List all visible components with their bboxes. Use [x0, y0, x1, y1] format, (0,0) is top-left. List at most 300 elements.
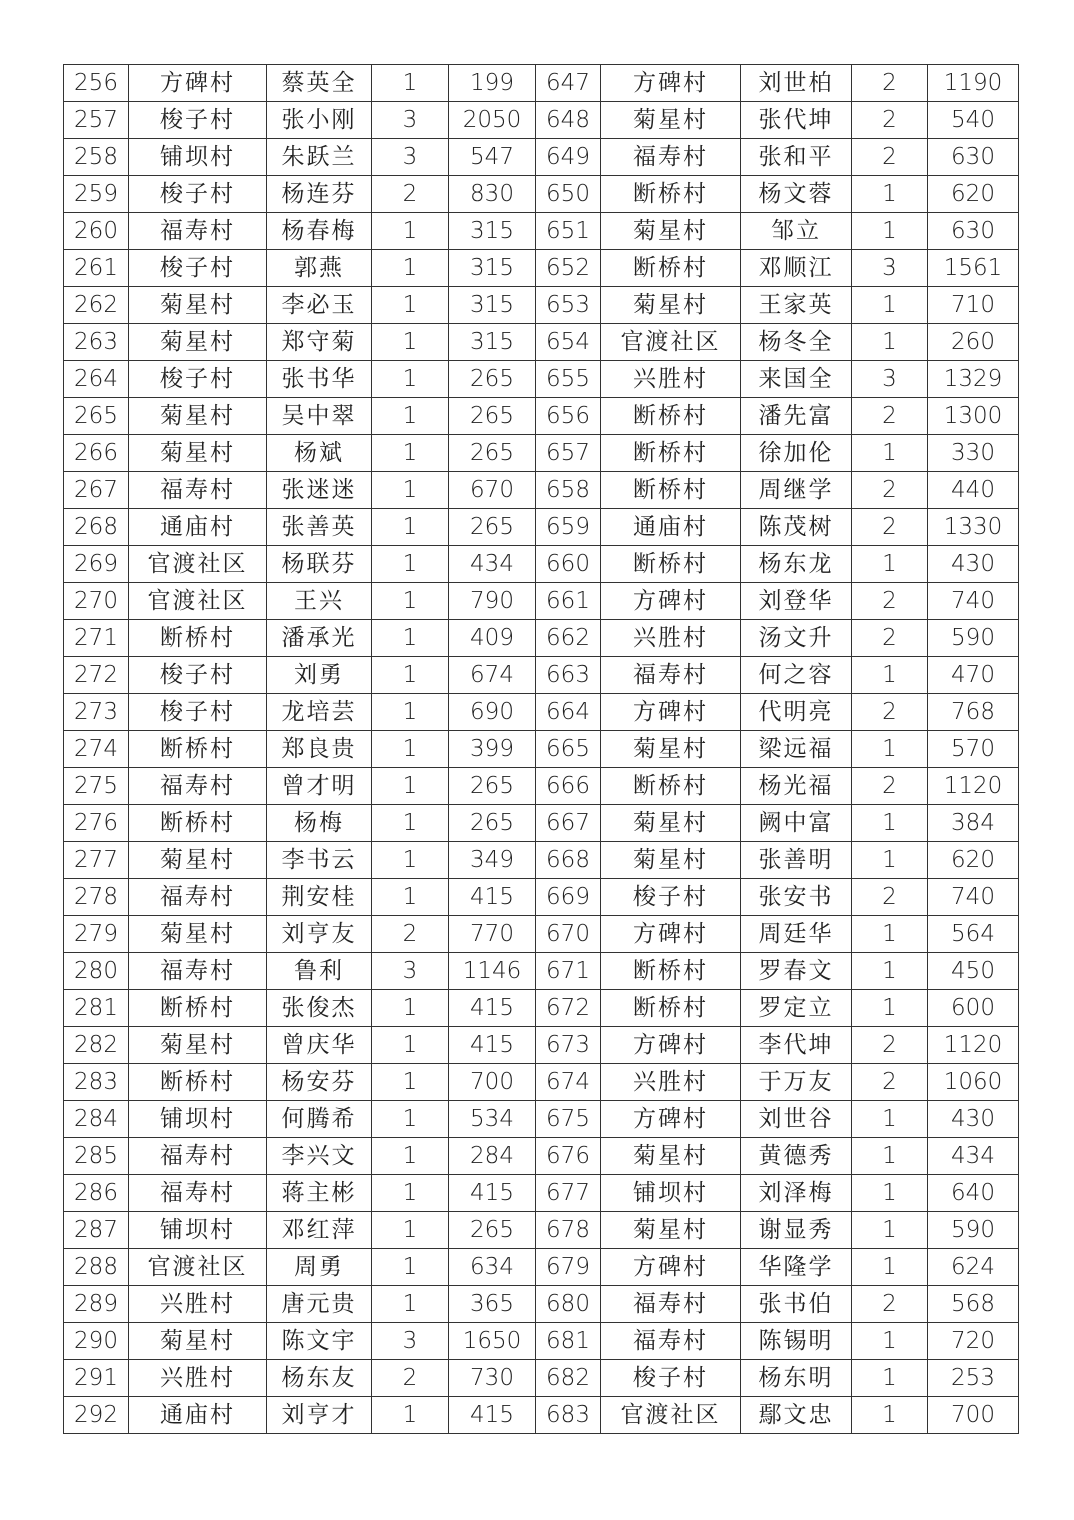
- right-serial-cell: 652: [536, 250, 601, 287]
- left-serial-cell: 283: [64, 1064, 129, 1101]
- right-name-cell: 罗春文: [741, 953, 852, 990]
- right-serial-cell: 651: [536, 213, 601, 250]
- left-amount-cell: 315: [449, 250, 536, 287]
- table-row: [64, 250, 1019, 287]
- right-amount-cell: 1060: [928, 1064, 1019, 1101]
- left-amount-cell: 265: [449, 509, 536, 546]
- table-row: [64, 805, 1019, 842]
- table-row: [64, 1027, 1019, 1064]
- table-row: [64, 842, 1019, 879]
- left-name-cell: 张善英: [267, 509, 372, 546]
- right-name-cell: 梁远福: [741, 731, 852, 768]
- right-name-cell: 周继学: [741, 472, 852, 509]
- left-count-cell: 1: [372, 1397, 449, 1434]
- right-count-cell: 2: [852, 509, 928, 546]
- right-count-cell: 2: [852, 139, 928, 176]
- right-serial-cell: 676: [536, 1138, 601, 1175]
- right-village-cell: 菊星村: [601, 842, 741, 879]
- right-amount-cell: 710: [928, 287, 1019, 324]
- left-serial-cell: 274: [64, 731, 129, 768]
- left-name-cell: 陈文宇: [267, 1323, 372, 1360]
- left-name-cell: 吴中翠: [267, 398, 372, 435]
- right-name-cell: 徐加伦: [741, 435, 852, 472]
- left-village-cell: 菊星村: [129, 324, 267, 361]
- table-row: [64, 694, 1019, 731]
- right-name-cell: 黄德秀: [741, 1138, 852, 1175]
- left-count-cell: 1: [372, 1212, 449, 1249]
- right-count-cell: 1: [852, 657, 928, 694]
- right-name-cell: 鄢文忠: [741, 1397, 852, 1434]
- left-count-cell: 1: [372, 1138, 449, 1175]
- left-name-cell: 杨梅: [267, 805, 372, 842]
- right-name-cell: 代明亮: [741, 694, 852, 731]
- left-amount-cell: 790: [449, 583, 536, 620]
- right-village-cell: 菊星村: [601, 287, 741, 324]
- left-name-cell: 蒋主彬: [267, 1175, 372, 1212]
- table-row: [64, 1138, 1019, 1175]
- left-village-cell: 铺坝村: [129, 1212, 267, 1249]
- left-name-cell: 鲁利: [267, 953, 372, 990]
- table-row: [64, 435, 1019, 472]
- right-village-cell: 梭子村: [601, 1360, 741, 1397]
- left-amount-cell: 415: [449, 879, 536, 916]
- left-village-cell: 菊星村: [129, 916, 267, 953]
- left-village-cell: 梭子村: [129, 361, 267, 398]
- right-name-cell: 陈锡明: [741, 1323, 852, 1360]
- left-count-cell: 1: [372, 1064, 449, 1101]
- right-amount-cell: 1330: [928, 509, 1019, 546]
- right-name-cell: 刘登华: [741, 583, 852, 620]
- right-village-cell: 断桥村: [601, 953, 741, 990]
- left-count-cell: 1: [372, 694, 449, 731]
- right-amount-cell: 590: [928, 1212, 1019, 1249]
- right-village-cell: 断桥村: [601, 768, 741, 805]
- right-serial-cell: 653: [536, 287, 601, 324]
- left-serial-cell: 287: [64, 1212, 129, 1249]
- table-row: [64, 1064, 1019, 1101]
- left-count-cell: 1: [372, 1101, 449, 1138]
- left-amount-cell: 730: [449, 1360, 536, 1397]
- left-name-cell: 潘承光: [267, 620, 372, 657]
- right-serial-cell: 662: [536, 620, 601, 657]
- right-amount-cell: 624: [928, 1249, 1019, 1286]
- left-amount-cell: 365: [449, 1286, 536, 1323]
- table-row: [64, 139, 1019, 176]
- right-name-cell: 阙中富: [741, 805, 852, 842]
- right-serial-cell: 650: [536, 176, 601, 213]
- left-amount-cell: 265: [449, 398, 536, 435]
- left-name-cell: 张书华: [267, 361, 372, 398]
- right-count-cell: 2: [852, 1064, 928, 1101]
- table-row: [64, 620, 1019, 657]
- left-serial-cell: 259: [64, 176, 129, 213]
- left-amount-cell: 265: [449, 805, 536, 842]
- left-village-cell: 福寿村: [129, 879, 267, 916]
- left-name-cell: 邓红萍: [267, 1212, 372, 1249]
- right-amount-cell: 1120: [928, 768, 1019, 805]
- record-table: [63, 64, 1019, 1434]
- right-name-cell: 周廷华: [741, 916, 852, 953]
- left-name-cell: 朱跃兰: [267, 139, 372, 176]
- left-serial-cell: 270: [64, 583, 129, 620]
- left-count-cell: 1: [372, 546, 449, 583]
- table-row: [64, 546, 1019, 583]
- left-serial-cell: 278: [64, 879, 129, 916]
- right-name-cell: 杨文蓉: [741, 176, 852, 213]
- right-name-cell: 华隆学: [741, 1249, 852, 1286]
- left-village-cell: 福寿村: [129, 1138, 267, 1175]
- left-count-cell: 1: [372, 657, 449, 694]
- right-amount-cell: 700: [928, 1397, 1019, 1434]
- right-village-cell: 福寿村: [601, 1286, 741, 1323]
- right-serial-cell: 666: [536, 768, 601, 805]
- right-amount-cell: 1120: [928, 1027, 1019, 1064]
- right-name-cell: 来国全: [741, 361, 852, 398]
- left-count-cell: 1: [372, 731, 449, 768]
- left-serial-cell: 288: [64, 1249, 129, 1286]
- left-amount-cell: 399: [449, 731, 536, 768]
- left-village-cell: 通庙村: [129, 509, 267, 546]
- left-name-cell: 李必玉: [267, 287, 372, 324]
- left-serial-cell: 275: [64, 768, 129, 805]
- right-count-cell: 2: [852, 102, 928, 139]
- right-name-cell: 张善明: [741, 842, 852, 879]
- right-village-cell: 断桥村: [601, 472, 741, 509]
- left-serial-cell: 290: [64, 1323, 129, 1360]
- right-amount-cell: 450: [928, 953, 1019, 990]
- left-count-cell: 3: [372, 139, 449, 176]
- right-amount-cell: 640: [928, 1175, 1019, 1212]
- right-serial-cell: 657: [536, 435, 601, 472]
- right-count-cell: 1: [852, 1101, 928, 1138]
- right-village-cell: 方碑村: [601, 65, 741, 102]
- right-amount-cell: 434: [928, 1138, 1019, 1175]
- right-name-cell: 杨冬全: [741, 324, 852, 361]
- right-name-cell: 刘世柏: [741, 65, 852, 102]
- right-serial-cell: 648: [536, 102, 601, 139]
- right-village-cell: 断桥村: [601, 435, 741, 472]
- left-amount-cell: 434: [449, 546, 536, 583]
- left-amount-cell: 415: [449, 990, 536, 1027]
- left-name-cell: 刘亨才: [267, 1397, 372, 1434]
- right-serial-cell: 682: [536, 1360, 601, 1397]
- left-count-cell: 1: [372, 842, 449, 879]
- right-serial-cell: 678: [536, 1212, 601, 1249]
- left-serial-cell: 260: [64, 213, 129, 250]
- left-amount-cell: 284: [449, 1138, 536, 1175]
- right-count-cell: 1: [852, 916, 928, 953]
- left-count-cell: 1: [372, 583, 449, 620]
- right-serial-cell: 669: [536, 879, 601, 916]
- left-name-cell: 杨连芬: [267, 176, 372, 213]
- left-serial-cell: 262: [64, 287, 129, 324]
- right-count-cell: 3: [852, 250, 928, 287]
- left-count-cell: 1: [372, 398, 449, 435]
- left-serial-cell: 268: [64, 509, 129, 546]
- table-row: [64, 472, 1019, 509]
- left-name-cell: 曾庆华: [267, 1027, 372, 1064]
- table-row: [64, 1286, 1019, 1323]
- right-village-cell: 福寿村: [601, 139, 741, 176]
- table-row: [64, 1397, 1019, 1434]
- right-village-cell: 兴胜村: [601, 1064, 741, 1101]
- left-serial-cell: 285: [64, 1138, 129, 1175]
- left-serial-cell: 280: [64, 953, 129, 990]
- right-name-cell: 于万友: [741, 1064, 852, 1101]
- right-name-cell: 杨光福: [741, 768, 852, 805]
- right-count-cell: 1: [852, 1212, 928, 1249]
- right-serial-cell: 663: [536, 657, 601, 694]
- right-serial-cell: 664: [536, 694, 601, 731]
- left-amount-cell: 534: [449, 1101, 536, 1138]
- right-amount-cell: 630: [928, 213, 1019, 250]
- left-village-cell: 兴胜村: [129, 1360, 267, 1397]
- right-count-cell: 1: [852, 1360, 928, 1397]
- right-serial-cell: 674: [536, 1064, 601, 1101]
- left-name-cell: 张迷迷: [267, 472, 372, 509]
- left-village-cell: 福寿村: [129, 768, 267, 805]
- left-name-cell: 龙培芸: [267, 694, 372, 731]
- left-serial-cell: 257: [64, 102, 129, 139]
- right-serial-cell: 667: [536, 805, 601, 842]
- left-serial-cell: 256: [64, 65, 129, 102]
- left-village-cell: 福寿村: [129, 213, 267, 250]
- left-village-cell: 断桥村: [129, 990, 267, 1027]
- right-serial-cell: 672: [536, 990, 601, 1027]
- left-name-cell: 郑良贵: [267, 731, 372, 768]
- right-amount-cell: 1561: [928, 250, 1019, 287]
- right-count-cell: 1: [852, 1249, 928, 1286]
- left-serial-cell: 277: [64, 842, 129, 879]
- right-count-cell: 2: [852, 694, 928, 731]
- right-name-cell: 潘先富: [741, 398, 852, 435]
- right-count-cell: 2: [852, 398, 928, 435]
- left-serial-cell: 276: [64, 805, 129, 842]
- left-name-cell: 杨安芬: [267, 1064, 372, 1101]
- left-village-cell: 铺坝村: [129, 139, 267, 176]
- left-count-cell: 1: [372, 620, 449, 657]
- left-count-cell: 1: [372, 287, 449, 324]
- left-amount-cell: 315: [449, 324, 536, 361]
- left-serial-cell: 291: [64, 1360, 129, 1397]
- right-amount-cell: 440: [928, 472, 1019, 509]
- left-count-cell: 1: [372, 472, 449, 509]
- left-amount-cell: 315: [449, 213, 536, 250]
- right-village-cell: 通庙村: [601, 509, 741, 546]
- right-amount-cell: 430: [928, 1101, 1019, 1138]
- left-name-cell: 曾才明: [267, 768, 372, 805]
- right-village-cell: 方碑村: [601, 1027, 741, 1064]
- left-amount-cell: 700: [449, 1064, 536, 1101]
- left-name-cell: 杨春梅: [267, 213, 372, 250]
- right-count-cell: 1: [852, 324, 928, 361]
- left-amount-cell: 670: [449, 472, 536, 509]
- left-count-cell: 1: [372, 509, 449, 546]
- left-count-cell: 1: [372, 1027, 449, 1064]
- right-name-cell: 邹立: [741, 213, 852, 250]
- left-serial-cell: 281: [64, 990, 129, 1027]
- right-serial-cell: 655: [536, 361, 601, 398]
- right-name-cell: 谢显秀: [741, 1212, 852, 1249]
- left-village-cell: 梭子村: [129, 250, 267, 287]
- right-serial-cell: 649: [536, 139, 601, 176]
- right-village-cell: 断桥村: [601, 990, 741, 1027]
- left-amount-cell: 199: [449, 65, 536, 102]
- right-serial-cell: 661: [536, 583, 601, 620]
- left-amount-cell: 770: [449, 916, 536, 953]
- left-serial-cell: 264: [64, 361, 129, 398]
- left-name-cell: 杨联芬: [267, 546, 372, 583]
- right-village-cell: 方碑村: [601, 916, 741, 953]
- table-row: [64, 1101, 1019, 1138]
- right-amount-cell: 620: [928, 176, 1019, 213]
- table-row: [64, 768, 1019, 805]
- right-village-cell: 梭子村: [601, 879, 741, 916]
- right-amount-cell: 470: [928, 657, 1019, 694]
- right-serial-cell: 659: [536, 509, 601, 546]
- left-count-cell: 3: [372, 953, 449, 990]
- left-village-cell: 断桥村: [129, 731, 267, 768]
- right-serial-cell: 658: [536, 472, 601, 509]
- right-village-cell: 菊星村: [601, 213, 741, 250]
- right-village-cell: 兴胜村: [601, 361, 741, 398]
- left-serial-cell: 272: [64, 657, 129, 694]
- table-row: [64, 1212, 1019, 1249]
- right-count-cell: 2: [852, 768, 928, 805]
- table-row: [64, 583, 1019, 620]
- left-name-cell: 何腾希: [267, 1101, 372, 1138]
- table-row: [64, 509, 1019, 546]
- left-count-cell: 1: [372, 250, 449, 287]
- right-village-cell: 福寿村: [601, 1323, 741, 1360]
- left-amount-cell: 1146: [449, 953, 536, 990]
- right-amount-cell: 1190: [928, 65, 1019, 102]
- left-serial-cell: 282: [64, 1027, 129, 1064]
- right-amount-cell: 260: [928, 324, 1019, 361]
- left-name-cell: 蔡英全: [267, 65, 372, 102]
- right-count-cell: 1: [852, 805, 928, 842]
- left-count-cell: 1: [372, 1175, 449, 1212]
- left-name-cell: 王兴: [267, 583, 372, 620]
- right-amount-cell: 720: [928, 1323, 1019, 1360]
- right-village-cell: 方碑村: [601, 1249, 741, 1286]
- left-amount-cell: 690: [449, 694, 536, 731]
- right-count-cell: 2: [852, 65, 928, 102]
- right-serial-cell: 670: [536, 916, 601, 953]
- left-name-cell: 荆安桂: [267, 879, 372, 916]
- right-name-cell: 汤文升: [741, 620, 852, 657]
- right-count-cell: 2: [852, 879, 928, 916]
- right-village-cell: 断桥村: [601, 398, 741, 435]
- right-village-cell: 菊星村: [601, 1138, 741, 1175]
- left-village-cell: 兴胜村: [129, 1286, 267, 1323]
- right-name-cell: 李代坤: [741, 1027, 852, 1064]
- right-serial-cell: 647: [536, 65, 601, 102]
- right-count-cell: 2: [852, 583, 928, 620]
- right-amount-cell: 570: [928, 731, 1019, 768]
- right-name-cell: 刘泽梅: [741, 1175, 852, 1212]
- left-amount-cell: 415: [449, 1175, 536, 1212]
- left-village-cell: 梭子村: [129, 102, 267, 139]
- left-village-cell: 官渡社区: [129, 1249, 267, 1286]
- right-village-cell: 断桥村: [601, 176, 741, 213]
- right-village-cell: 兴胜村: [601, 620, 741, 657]
- right-village-cell: 方碑村: [601, 583, 741, 620]
- right-amount-cell: 430: [928, 546, 1019, 583]
- right-serial-cell: 677: [536, 1175, 601, 1212]
- left-amount-cell: 1650: [449, 1323, 536, 1360]
- right-count-cell: 1: [852, 953, 928, 990]
- left-amount-cell: 547: [449, 139, 536, 176]
- right-amount-cell: 620: [928, 842, 1019, 879]
- left-amount-cell: 265: [449, 435, 536, 472]
- right-amount-cell: 1329: [928, 361, 1019, 398]
- left-village-cell: 官渡社区: [129, 583, 267, 620]
- left-amount-cell: 349: [449, 842, 536, 879]
- left-serial-cell: 292: [64, 1397, 129, 1434]
- left-name-cell: 郭燕: [267, 250, 372, 287]
- left-name-cell: 唐元贵: [267, 1286, 372, 1323]
- left-amount-cell: 265: [449, 361, 536, 398]
- right-name-cell: 张书伯: [741, 1286, 852, 1323]
- table-row: [64, 731, 1019, 768]
- right-serial-cell: 668: [536, 842, 601, 879]
- left-village-cell: 断桥村: [129, 805, 267, 842]
- right-village-cell: 官渡社区: [601, 1397, 741, 1434]
- left-serial-cell: 266: [64, 435, 129, 472]
- right-serial-cell: 660: [536, 546, 601, 583]
- left-name-cell: 刘亨友: [267, 916, 372, 953]
- left-amount-cell: 415: [449, 1397, 536, 1434]
- right-name-cell: 张安书: [741, 879, 852, 916]
- left-amount-cell: 634: [449, 1249, 536, 1286]
- left-count-cell: 1: [372, 65, 449, 102]
- right-count-cell: 2: [852, 472, 928, 509]
- left-serial-cell: 269: [64, 546, 129, 583]
- left-name-cell: 张俊杰: [267, 990, 372, 1027]
- right-count-cell: 2: [852, 1027, 928, 1064]
- left-village-cell: 断桥村: [129, 1064, 267, 1101]
- left-serial-cell: 263: [64, 324, 129, 361]
- table-row: [64, 213, 1019, 250]
- right-amount-cell: 330: [928, 435, 1019, 472]
- left-count-cell: 1: [372, 1249, 449, 1286]
- right-serial-cell: 679: [536, 1249, 601, 1286]
- left-amount-cell: 830: [449, 176, 536, 213]
- left-village-cell: 福寿村: [129, 1175, 267, 1212]
- left-village-cell: 断桥村: [129, 620, 267, 657]
- table-row: [64, 398, 1019, 435]
- right-count-cell: 1: [852, 842, 928, 879]
- right-name-cell: 刘世谷: [741, 1101, 852, 1138]
- right-serial-cell: 673: [536, 1027, 601, 1064]
- table-row: [64, 1175, 1019, 1212]
- left-village-cell: 菊星村: [129, 287, 267, 324]
- table-row: [64, 657, 1019, 694]
- left-amount-cell: 674: [449, 657, 536, 694]
- table-body: [64, 65, 1019, 1434]
- right-count-cell: 1: [852, 1397, 928, 1434]
- right-amount-cell: 568: [928, 1286, 1019, 1323]
- left-serial-cell: 284: [64, 1101, 129, 1138]
- right-village-cell: 菊星村: [601, 805, 741, 842]
- right-serial-cell: 671: [536, 953, 601, 990]
- left-amount-cell: 415: [449, 1027, 536, 1064]
- right-amount-cell: 384: [928, 805, 1019, 842]
- right-name-cell: 张和平: [741, 139, 852, 176]
- table-row: [64, 176, 1019, 213]
- right-village-cell: 断桥村: [601, 250, 741, 287]
